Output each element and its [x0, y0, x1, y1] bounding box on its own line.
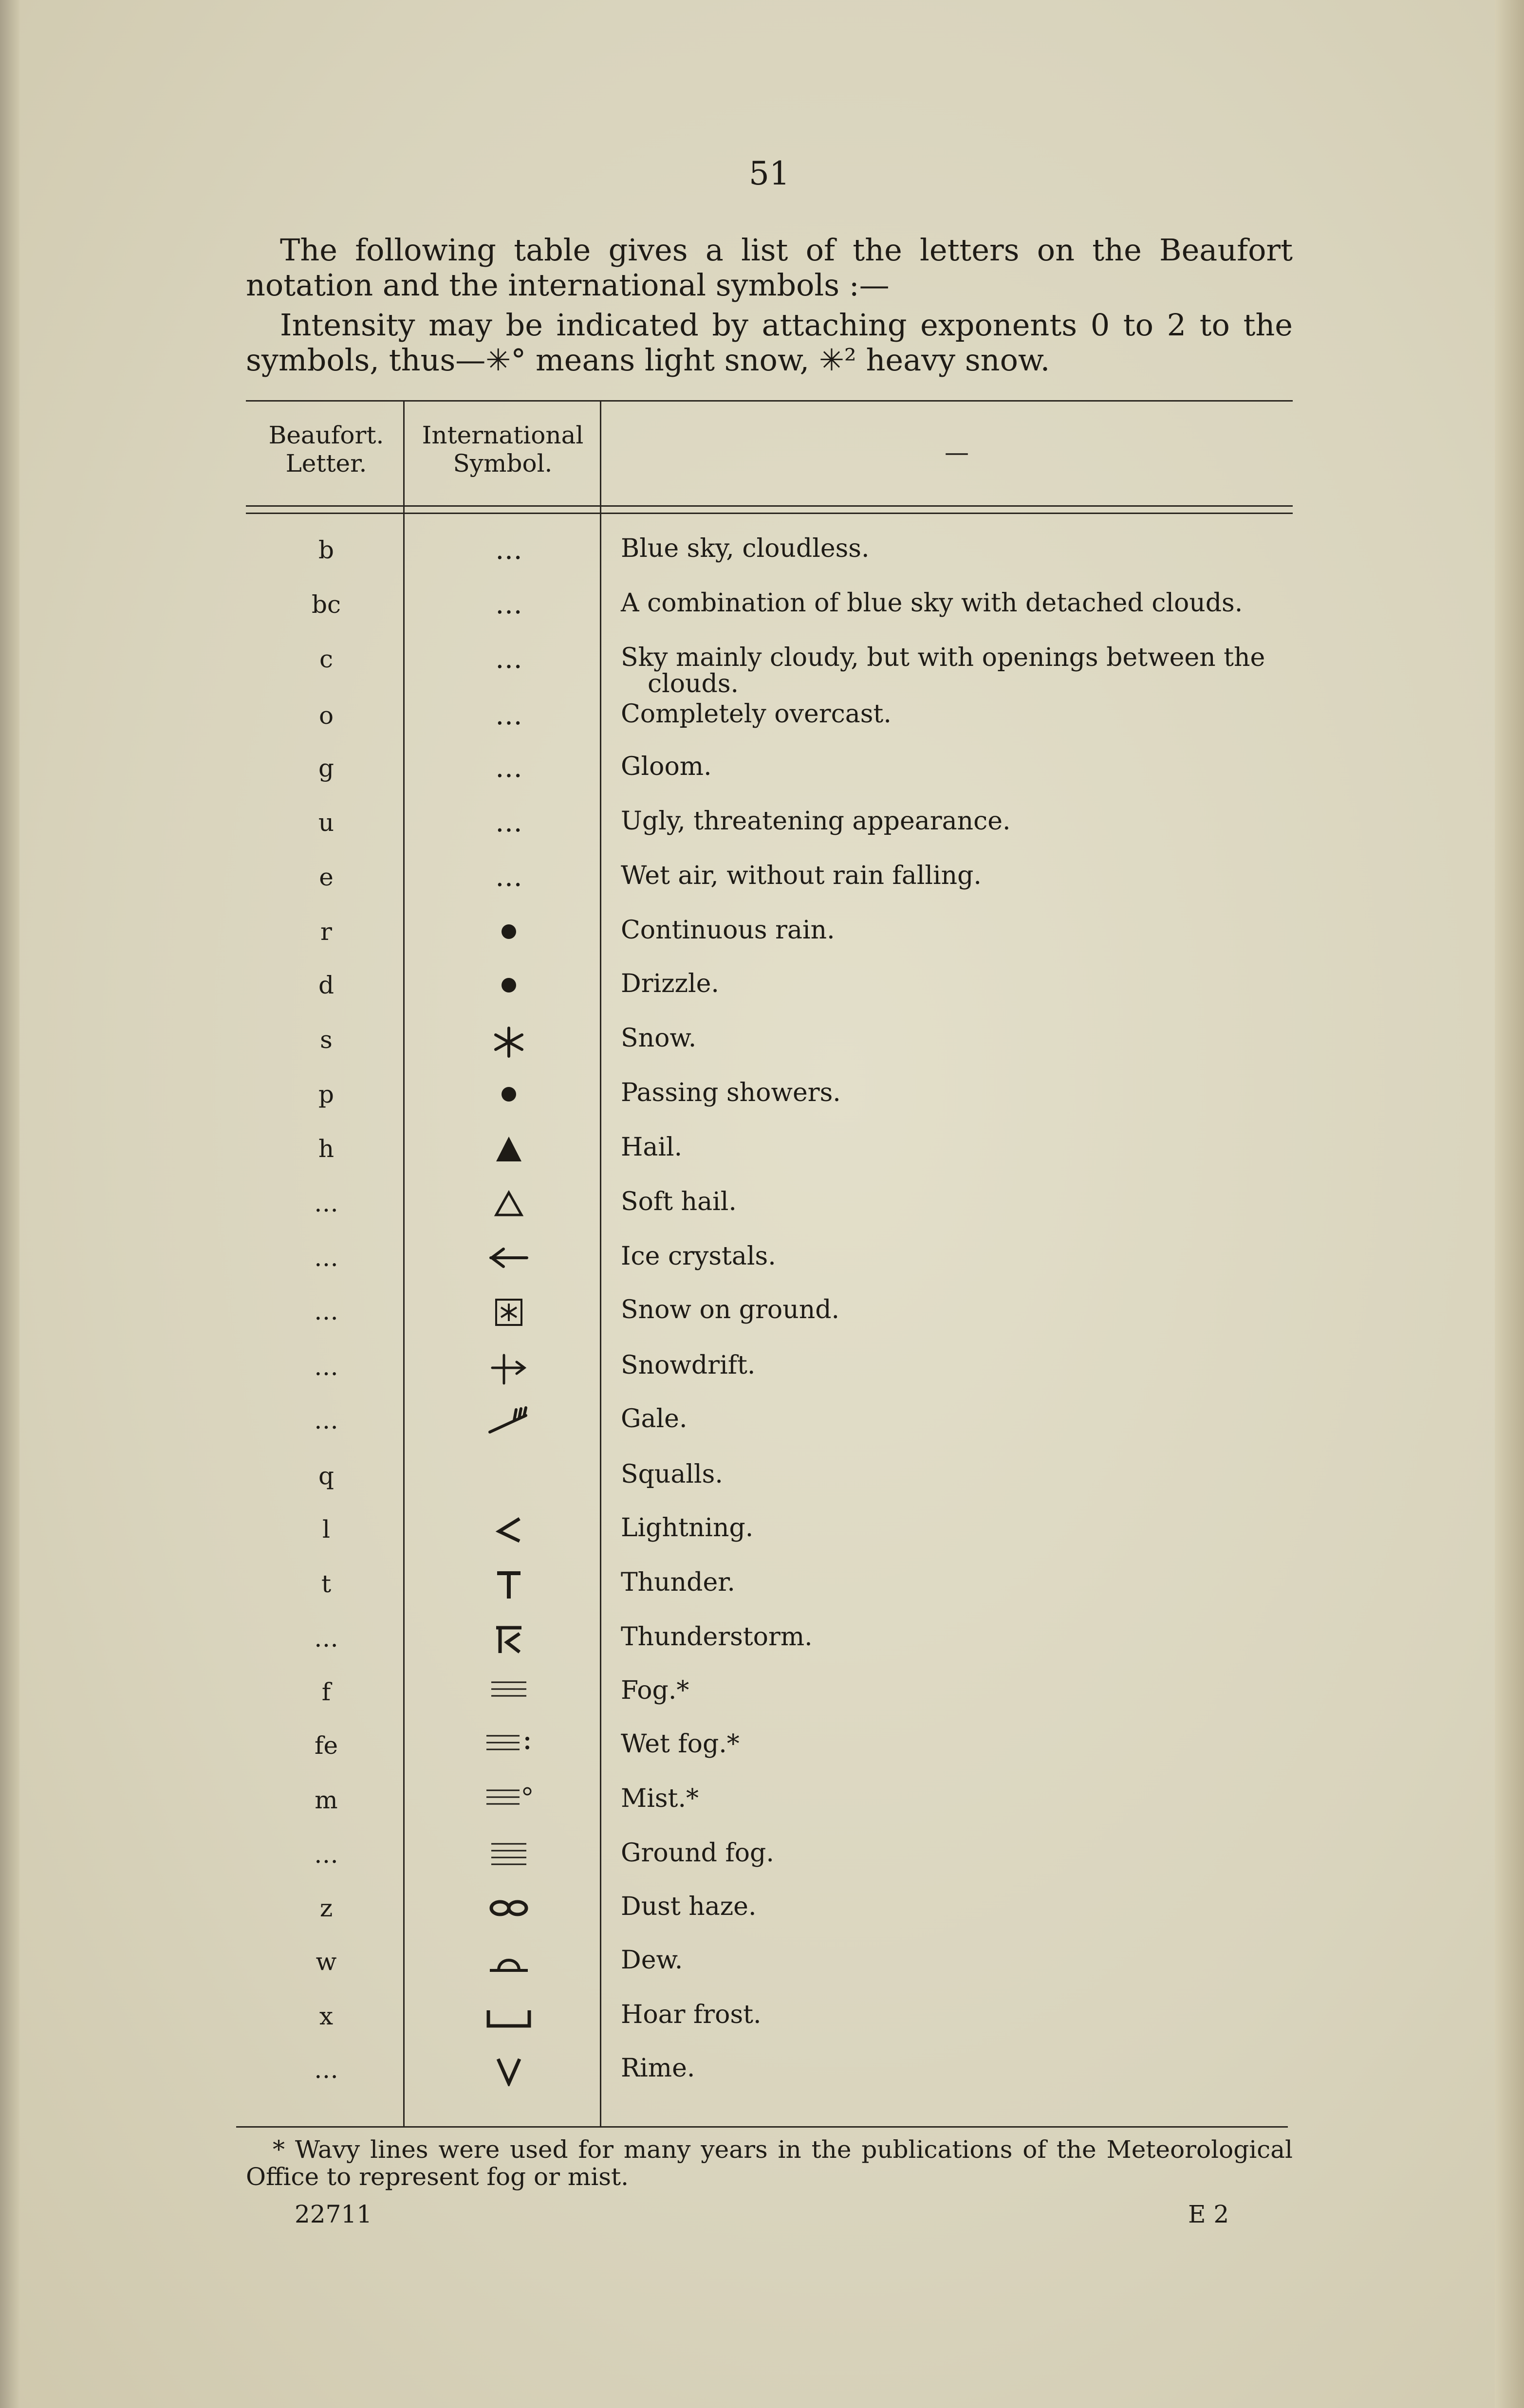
- rain-dot-icon: [407, 917, 611, 966]
- symbol-cell: …: [495, 699, 522, 731]
- table-row: [246, 644, 1293, 699]
- beaufort-letter-cell: …: [314, 1189, 338, 1217]
- description-text: Gloom.: [621, 752, 712, 781]
- snowdrift-icon: [407, 1352, 611, 1401]
- description-cell: [621, 701, 1298, 727]
- description-text: Passing showers.: [621, 1078, 841, 1107]
- hoar-frost-icon: [407, 2002, 611, 2050]
- symbol-cell: …: [495, 643, 522, 675]
- description-cell: [621, 1515, 1298, 1541]
- description-cell: [621, 1893, 1298, 1920]
- description-text: Soft hail.: [621, 1187, 737, 1216]
- beaufort-letter-cell: e: [319, 863, 334, 891]
- beaufort-letter-cell: p: [318, 1080, 334, 1108]
- description-text: Fog.*: [621, 1676, 689, 1705]
- ground-fog-icon: [407, 1840, 611, 1889]
- symbol-cell: …: [495, 588, 522, 620]
- intro-paragraph-1: The following table gives a list of the letters on the Beaufort notation and the international symbols :—: [246, 232, 1293, 303]
- table-row: [246, 1352, 1293, 1407]
- beaufort-letter-cell: g: [318, 754, 334, 782]
- wet-fog-icon: [407, 1731, 611, 1780]
- table-row: [246, 971, 1293, 1025]
- description-cell: [621, 971, 1298, 997]
- beaufort-letter-cell: f: [321, 1678, 331, 1706]
- description-cell: [621, 1352, 1298, 1379]
- description-text: Gale.: [621, 1404, 688, 1434]
- description-cell: [621, 2055, 1298, 2081]
- table-row: [246, 917, 1293, 972]
- table-row: [246, 590, 1293, 644]
- beaufort-letter-cell: z: [319, 1894, 333, 1922]
- description-cell: [621, 1243, 1298, 1269]
- description-cell: [621, 1134, 1298, 1160]
- beaufort-letter-cell: l: [322, 1515, 330, 1544]
- table-row: [246, 1569, 1293, 1624]
- table-row: [246, 1134, 1293, 1189]
- intro-paragraph-2: Intensity may be indicated by attaching exponents 0 to 2 to the symbols, thus—✳° means light snow, ✳² heavy snow.: [246, 307, 1293, 378]
- description-cell: [621, 1624, 1298, 1650]
- description-cell: [621, 590, 1298, 616]
- table-row: [246, 808, 1293, 863]
- description-text: Dust haze.: [621, 1892, 757, 1921]
- description-text: Completely overcast.: [621, 699, 892, 729]
- table-row: [246, 1840, 1293, 1894]
- description-text: Snowdrift.: [621, 1351, 756, 1380]
- fog-icon: [407, 1677, 611, 1726]
- description-text: Snow.: [621, 1024, 697, 1053]
- beaufort-letter-cell: q: [318, 1462, 334, 1490]
- description-cell: [621, 808, 1298, 834]
- beaufort-letter-cell: …: [314, 1353, 338, 1381]
- description-text: Sky mainly cloudy, but with openings between the: [621, 643, 1265, 672]
- beaufort-letter-cell: o: [318, 701, 334, 730]
- signature-mark: E 2: [1188, 2200, 1229, 2228]
- header-description: —: [945, 438, 969, 466]
- beaufort-letter-cell: r: [320, 918, 332, 946]
- description-text: Drizzle.: [621, 969, 719, 998]
- beaufort-letter-cell: s: [320, 1026, 333, 1054]
- description-cell: [621, 754, 1298, 780]
- description-text: Continuous rain.: [621, 916, 835, 945]
- description-text: Lightning.: [621, 1513, 754, 1543]
- shower-dot-icon: [407, 1080, 611, 1128]
- header-international-symbol: International Symbol.: [422, 421, 584, 478]
- description-cell: [621, 1406, 1298, 1432]
- beaufort-letter-cell: u: [318, 809, 335, 837]
- table-row: [246, 535, 1293, 590]
- table-row: [246, 1297, 1293, 1351]
- mist-icon: [407, 1785, 611, 1834]
- table-row: [246, 754, 1293, 808]
- description-text: A combination of blue sky with detached clouds.: [621, 588, 1243, 618]
- description-cell: [621, 1840, 1298, 1866]
- symbol-cell: …: [495, 807, 522, 838]
- beaufort-letter-cell: x: [319, 2002, 334, 2030]
- description-text: Ground fog.: [621, 1838, 774, 1868]
- table-row: [246, 1243, 1293, 1298]
- table-row: [246, 1461, 1293, 1516]
- description-cell: [621, 1785, 1298, 1812]
- lightning-icon: [407, 1515, 611, 1563]
- table-row: [246, 1406, 1293, 1460]
- description-text: Wet fog.*: [621, 1729, 740, 1759]
- beaufort-letter-cell: …: [314, 1297, 338, 1325]
- drizzle-dot-icon: [407, 971, 611, 1019]
- symbol-cell: [407, 1461, 611, 1510]
- table-row: [246, 1731, 1293, 1785]
- description-cell: [621, 2002, 1298, 2028]
- beaufort-letter-cell: …: [314, 1244, 338, 1272]
- beaufort-letter-cell: fe: [314, 1731, 338, 1760]
- rime-icon: [407, 2055, 611, 2104]
- description-cell: [621, 535, 1298, 562]
- description-text: Ice crystals.: [621, 1242, 776, 1271]
- description-cell: [621, 644, 1298, 697]
- symbol-cell: …: [495, 534, 522, 566]
- description-text: Thunder.: [621, 1568, 735, 1597]
- description-text: Hoar frost.: [621, 2000, 762, 2029]
- description-cell: [621, 1080, 1298, 1106]
- description-text: Thunderstorm.: [621, 1622, 813, 1652]
- beaufort-letter-cell: h: [318, 1135, 335, 1163]
- description-text: Squalls.: [621, 1460, 723, 1489]
- beaufort-letter-cell: c: [319, 645, 333, 673]
- table-row: [246, 1515, 1293, 1569]
- symbol-cell: …: [495, 752, 522, 784]
- table-row: [246, 2055, 1293, 2110]
- table-row: [246, 1785, 1293, 1840]
- description-cell: [621, 1677, 1298, 1704]
- table-row: [246, 1025, 1293, 1080]
- description-text: Blue sky, cloudless.: [621, 534, 870, 563]
- description-cell: [621, 1189, 1298, 1215]
- page-number: 51: [749, 155, 790, 192]
- page-edge-shadow: [1495, 0, 1524, 2408]
- description-cell: [621, 1569, 1298, 1596]
- description-cell: [621, 1297, 1298, 1323]
- snow-on-ground-icon: [407, 1297, 611, 1345]
- beaufort-letter-cell: m: [315, 1786, 338, 1814]
- description-text: Mist.*: [621, 1784, 699, 1813]
- description-cell: [621, 1947, 1298, 1973]
- beaufort-letter-cell: bc: [311, 590, 341, 619]
- table-row: [246, 701, 1293, 755]
- symbol-cell: …: [495, 861, 522, 893]
- beaufort-letter-cell: …: [314, 1406, 338, 1434]
- table-row: [246, 1947, 1293, 2002]
- hail-filled-triangle-icon: [407, 1134, 611, 1183]
- soft-hail-triangle-icon: [407, 1189, 611, 1237]
- description-text: Ugly, threatening appearance.: [621, 807, 1011, 836]
- description-cell: [621, 1731, 1298, 1757]
- footnote: * Wavy lines were used for many years in the publications of the Meteorological Office to represent fog or mist.: [246, 2135, 1293, 2191]
- description-cell: [621, 1025, 1298, 1051]
- thunderstorm-icon: [407, 1624, 611, 1673]
- ice-crystals-arrow-icon: [407, 1243, 611, 1292]
- table-row: [246, 1893, 1293, 1948]
- beaufort-letter-cell: …: [314, 1624, 338, 1653]
- page-binding-shadow: [0, 0, 19, 2408]
- print-code: 22711: [295, 2200, 372, 2228]
- gale-icon: [407, 1406, 611, 1454]
- description-continuation: clouds.: [648, 669, 739, 699]
- beaufort-letter-cell: d: [318, 971, 334, 999]
- table-row: [246, 1080, 1293, 1134]
- dust-haze-icon: [407, 1893, 611, 1942]
- beaufort-letter-cell: b: [318, 536, 334, 564]
- description-text: Dew.: [621, 1946, 683, 1975]
- table-row: [246, 863, 1293, 917]
- thunder-icon: [407, 1569, 611, 1618]
- description-text: Rime.: [621, 2054, 695, 2083]
- snow-star-icon: [407, 1025, 611, 1074]
- description-text: Hail.: [621, 1133, 683, 1162]
- table-bottom-rule: [236, 2126, 1288, 2128]
- description-text: Wet air, without rain falling.: [621, 861, 982, 890]
- description-cell: [621, 1461, 1298, 1488]
- description-text: Snow on ground.: [621, 1295, 840, 1324]
- table-row: [246, 1189, 1293, 1243]
- beaufort-letter-cell: w: [316, 1948, 337, 1976]
- beaufort-letter-cell: …: [314, 2056, 338, 2084]
- table-row: [246, 2002, 1293, 2056]
- table-row: [246, 1677, 1293, 1732]
- beaufort-letter-cell: t: [321, 1570, 332, 1598]
- table-row: [246, 1624, 1293, 1678]
- dew-icon: [407, 1947, 611, 1996]
- header-beaufort-letter: Beaufort. Letter.: [268, 421, 384, 478]
- beaufort-letter-cell: …: [314, 1840, 338, 1869]
- description-cell: [621, 863, 1298, 889]
- description-cell: [621, 917, 1298, 943]
